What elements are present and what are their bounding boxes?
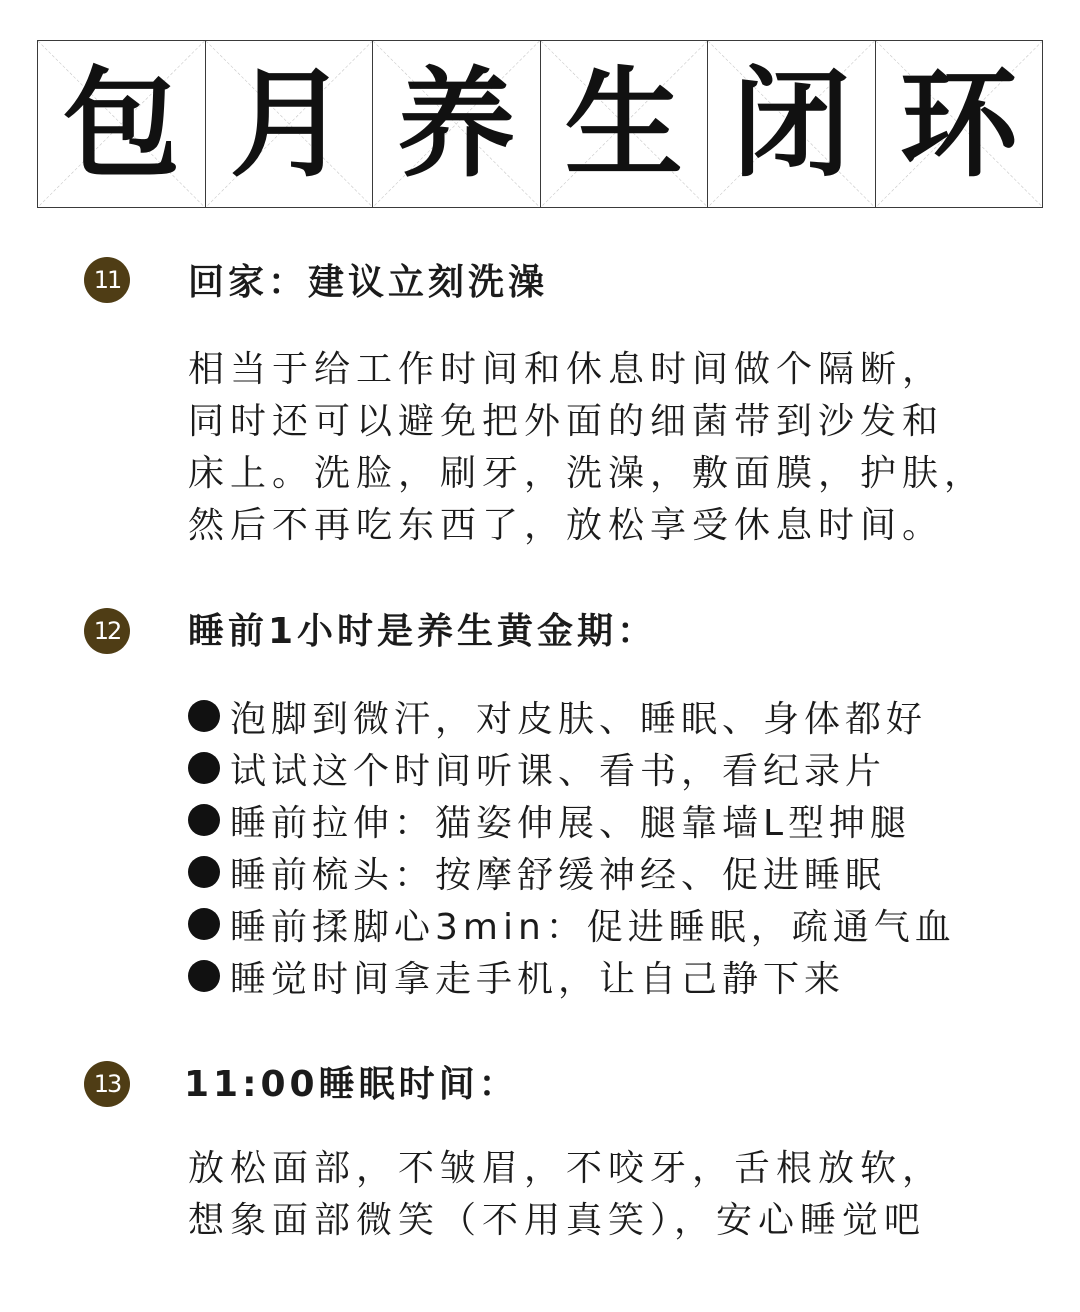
bullet-text: 睡前拉伸：猫姿伸展、腿靠墙L型抻腿 [230, 802, 912, 844]
bullet-text: 睡觉时间拿走手机，让自己静下来 [230, 958, 846, 1000]
paragraph-line: 然后不再吃东西了，放松享受休息时间。 [188, 505, 945, 546]
title-char: 闭 [732, 55, 851, 193]
bullet-list [188, 690, 1048, 1002]
bullet-text: 睡前梳头：按摩舒缓神经、促进睡眠 [230, 854, 887, 896]
bullet-dot-icon [188, 960, 220, 992]
paragraph-line: 放松面部，不皱眉，不咬牙，舌根放软， [188, 1148, 945, 1189]
paragraph-line: 床上。洗脸，刷牙，洗澡，敷面膜，护肤， [188, 453, 987, 494]
section-number-badge: 13 [84, 1061, 130, 1107]
title-char: 包 [62, 55, 181, 193]
paragraph-line: 相当于给工作时间和休息时间做个隔断， [188, 349, 945, 390]
bullet-text: 泡脚到微汗，对皮肤、睡眠、身体都好 [230, 698, 928, 740]
list-item [188, 950, 1048, 1002]
list-item [188, 690, 1048, 742]
bullet-dot-icon [188, 804, 220, 836]
title-cell [541, 41, 709, 207]
list-item [188, 846, 1048, 898]
bullet-dot-icon [188, 908, 220, 940]
bullet-dot-icon [188, 856, 220, 888]
section-number-badge: 11 [84, 257, 130, 303]
title-cell [876, 41, 1043, 207]
title-char: 月 [229, 55, 348, 193]
bullet-dot-icon [188, 700, 220, 732]
section-heading: 11:00睡眠时间： [184, 1064, 519, 1105]
list-item [188, 742, 1048, 794]
title-char: 环 [899, 55, 1018, 193]
title-cell [708, 41, 876, 207]
bullet-dot-icon [188, 752, 220, 784]
list-item [188, 794, 1048, 846]
title-cell [38, 41, 206, 207]
section-paragraph [188, 344, 1048, 552]
paragraph-line: 想象面部微笑（不用真笑），安心睡觉吧 [188, 1200, 927, 1241]
bullet-text: 试试这个时间听课、看书，看纪录片 [230, 750, 887, 792]
title-grid [37, 40, 1043, 208]
title-cell [206, 41, 374, 207]
paragraph-line: 同时还可以避免把外面的细菌带到沙发和 [188, 401, 945, 442]
section-heading: 回家：建议立刻洗澡 [188, 262, 549, 303]
bullet-text: 睡前揉脚心3min：促进睡眠，疏通气血 [230, 906, 956, 948]
section-paragraph [188, 1143, 1048, 1247]
title-cell [373, 41, 541, 207]
title-char: 生 [564, 55, 683, 193]
section-number-badge: 12 [84, 608, 130, 654]
section-heading: 睡前1小时是养生黄金期： [188, 611, 658, 652]
list-item [188, 898, 1048, 950]
title-char: 养 [397, 55, 516, 193]
